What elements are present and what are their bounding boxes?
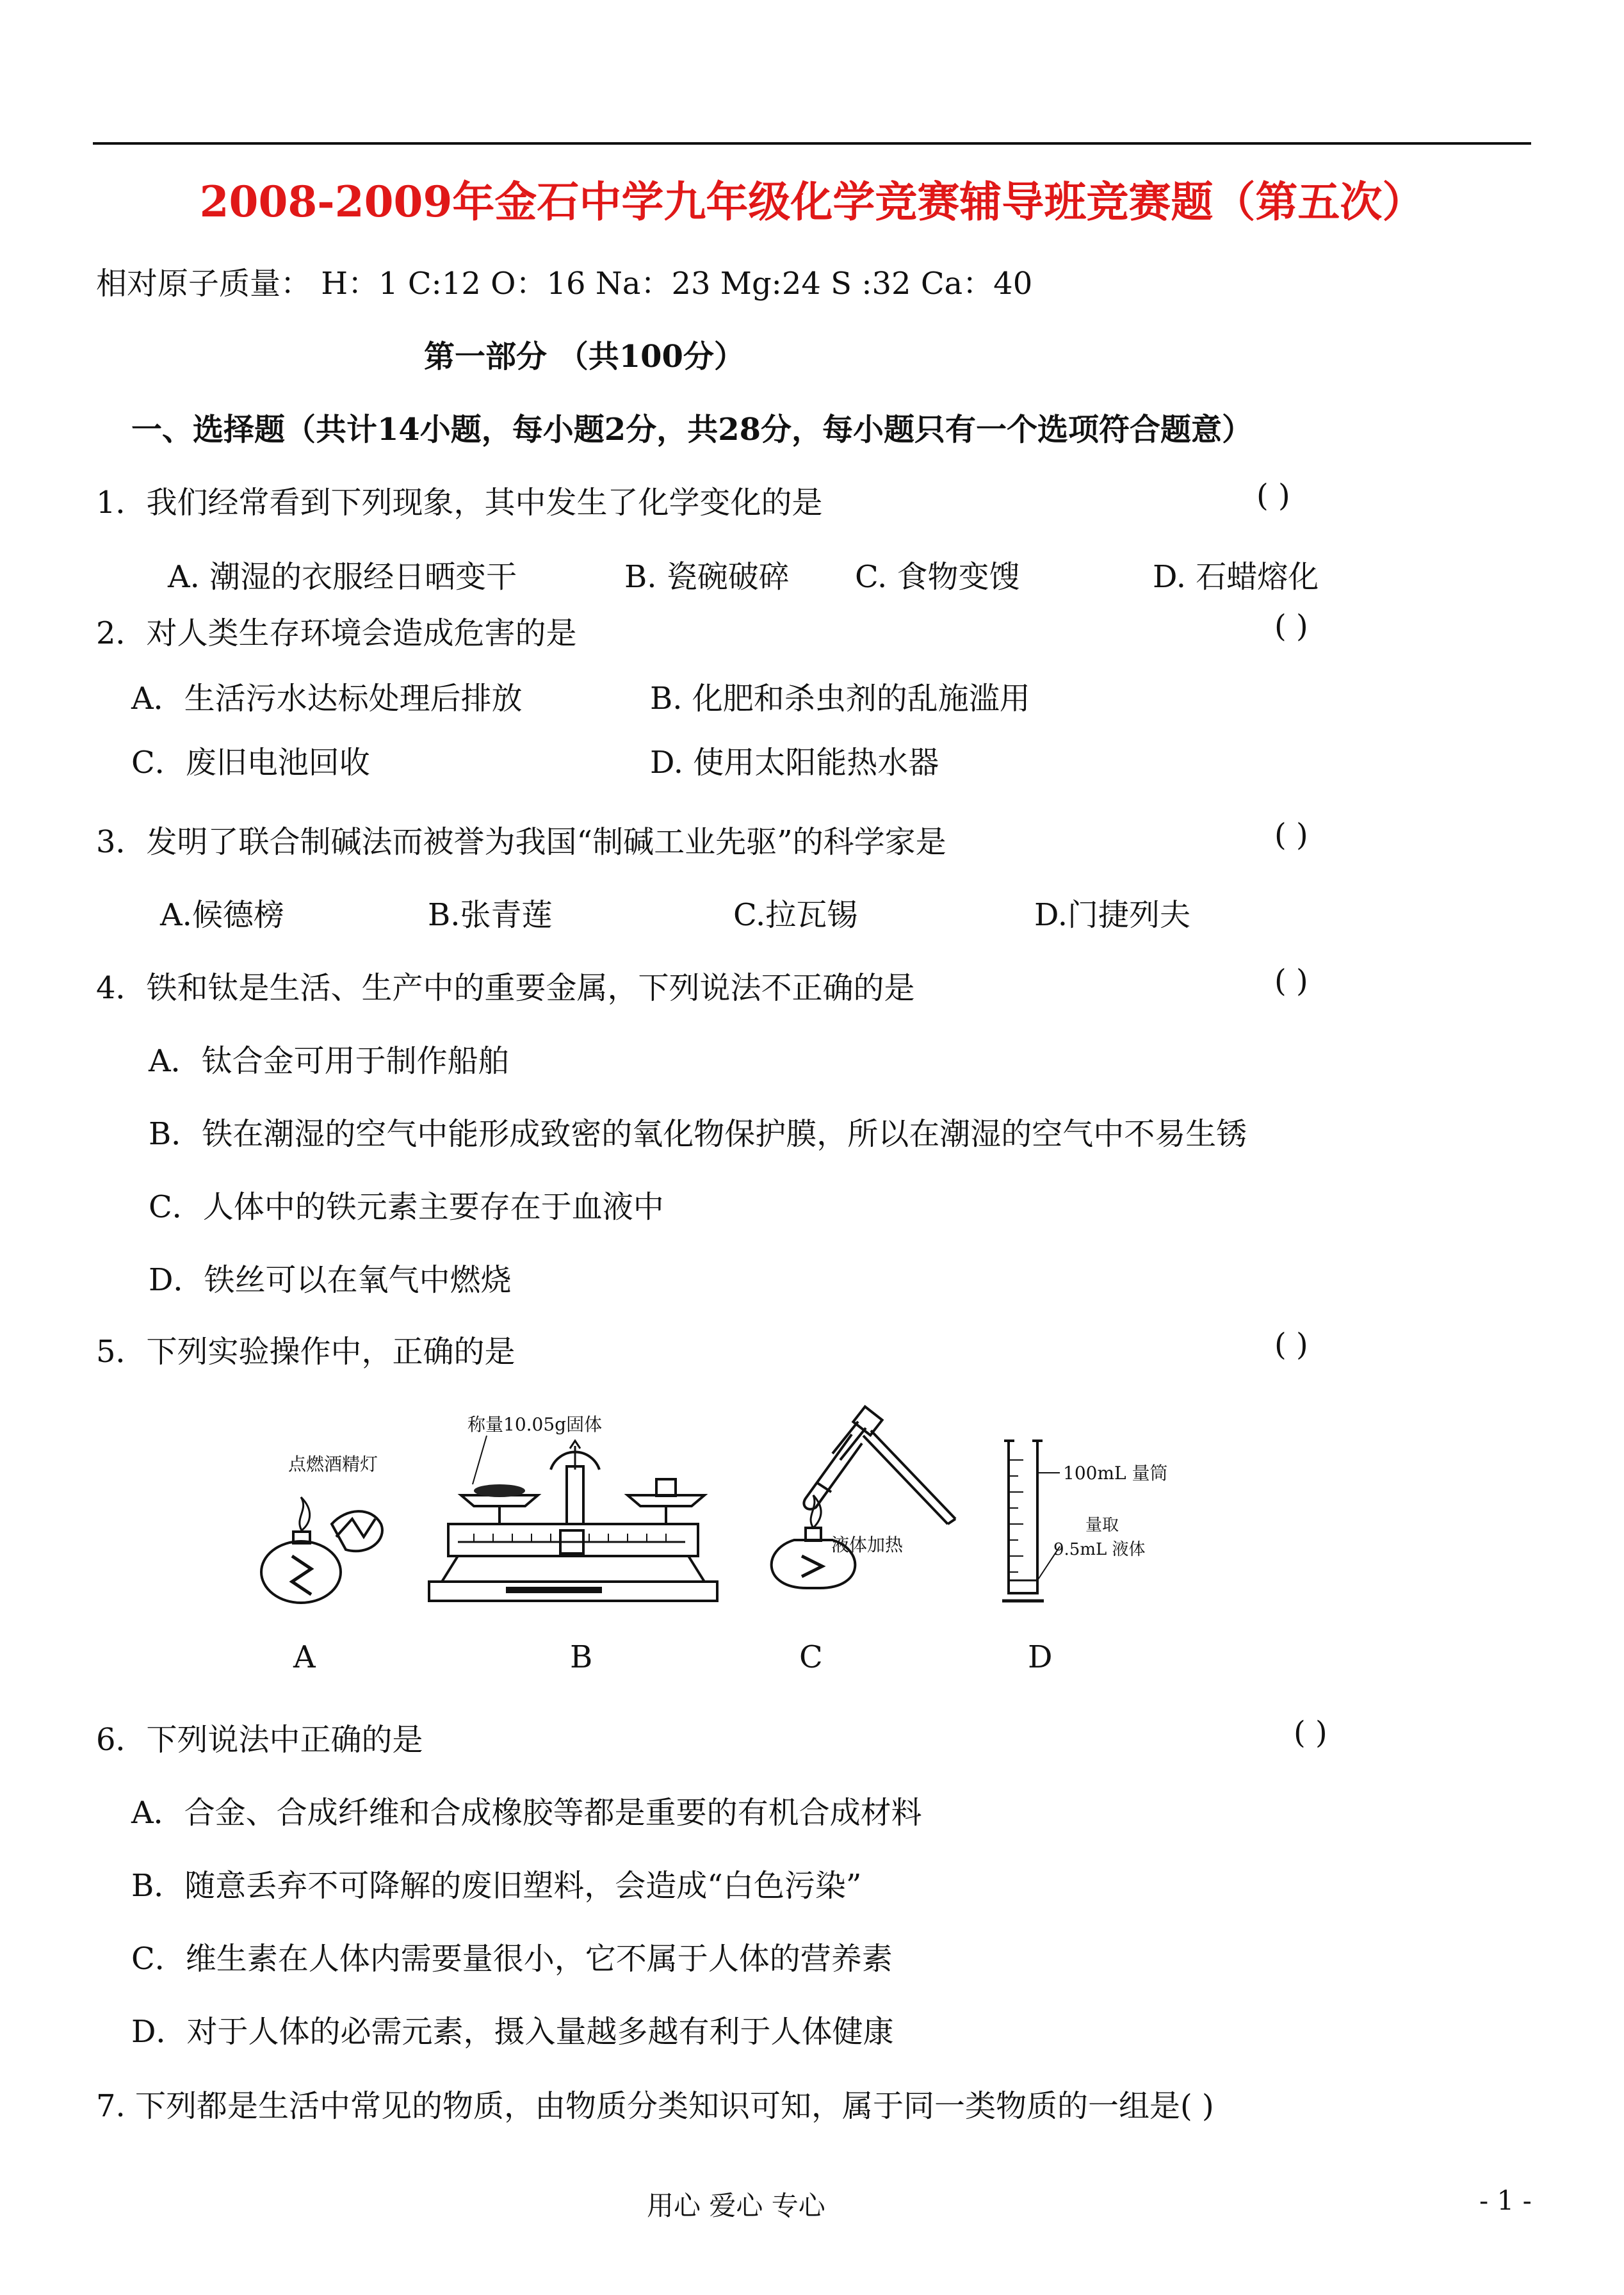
figure-d-caption-cylinder: 100mL 量筒 — [1063, 1463, 1168, 1484]
part-heading: 第一部分 （共100分） — [424, 339, 745, 375]
figure-d-graduated-cylinder-diagram — [999, 1434, 1191, 1614]
q2-option-d: D. 使用太阳能热水器 — [650, 745, 939, 781]
q1-option-a: A. 潮湿的衣服经日晒变干 — [168, 559, 517, 595]
q4-option-c: C．人体中的铁元素主要存在于血液中 — [149, 1189, 664, 1225]
figure-a-alcohol-lamp-diagram — [250, 1447, 397, 1614]
q4-stem: 4．铁和钛是生活、生产中的重要金属，下列说法不正确的是 — [96, 970, 915, 1006]
q2-stem: 2．对人类生存环境会造成危害的是 — [96, 615, 577, 651]
q7-stem: 7. 下列都是生活中常见的物质，由物质分类知识可知，属于同一类物质的一组是( ) — [96, 2088, 1214, 2124]
figure-c-heating-liquid-diagram — [756, 1402, 973, 1614]
q6-option-c: C．维生素在人体内需要量很小，它不属于人体的营养素 — [131, 1941, 893, 1977]
figure-a-caption: 点燃酒精灯 — [288, 1454, 378, 1475]
figure-c-caption: 液体加热 — [831, 1534, 904, 1555]
section-heading: 一、选择题（共计14小题，每小题2分，共28分，每小题只有一个选项符合题意） — [131, 412, 1253, 448]
figure-d-caption-volume: 9.5mL 液体 — [1053, 1540, 1146, 1559]
q1-option-b: B. 瓷碗破碎 — [624, 559, 790, 595]
q3-option-b: B.张青莲 — [428, 897, 553, 933]
q5-stem: 5．下列实验操作中，正确的是 — [96, 1334, 516, 1370]
q3-stem: 3．发明了联合制碱法而被誉为我国“制碱工业先驱”的科学家是 — [96, 824, 946, 860]
footer-motto: 用心 爱心 专心 — [647, 2190, 825, 2221]
q5-figure-label-d: D — [1028, 1639, 1053, 1675]
q4-answer-blank: ( ) — [1274, 963, 1308, 999]
atomic-mass-line: 相对原子质量： H：1 C:12 O：16 Na：23 Mg:24 S :32 Ca：40 — [96, 266, 1033, 302]
q3-option-a: A.候德榜 — [160, 897, 284, 933]
q1-answer-blank: ( ) — [1256, 478, 1290, 514]
q2-option-b: B. 化肥和杀虫剂的乱施滥用 — [650, 681, 1030, 717]
q5-figure-label-a: A — [293, 1639, 316, 1675]
header-rule — [93, 142, 1531, 145]
figure-d-caption-measure: 量取 — [1085, 1516, 1119, 1535]
q5-figure-label-b: B — [570, 1639, 593, 1675]
q5-answer-blank: ( ) — [1274, 1327, 1308, 1363]
page-title: 2008-2009年金石中学九年级化学竞赛辅导班竞赛题（第五次） — [199, 177, 1425, 227]
q4-option-d: D．铁丝可以在氧气中燃烧 — [149, 1262, 512, 1298]
q2-option-a: A．生活污水达标处理后排放 — [131, 681, 523, 717]
q3-answer-blank: ( ) — [1274, 817, 1308, 853]
q2-option-c: C．废旧电池回收 — [131, 745, 370, 781]
q1-option-c: C. 食物变馊 — [855, 559, 1020, 595]
figure-b-caption: 称量10.05g固体 — [467, 1414, 603, 1435]
q3-option-d: D.门捷列夫 — [1034, 897, 1191, 933]
page-number: - 1 - — [1479, 2185, 1532, 2216]
q6-option-d: D．对于人体的必需元素，摄入量越多越有利于人体健康 — [131, 2014, 894, 2050]
q6-stem: 6．下列说法中正确的是 — [96, 1722, 423, 1758]
q6-option-a: A．合金、合成纤维和合成橡胶等都是重要的有机合成材料 — [131, 1795, 922, 1831]
q3-option-c: C.拉瓦锡 — [733, 897, 858, 933]
q5-figure-label-c: C — [799, 1639, 823, 1675]
q6-option-b: B．随意丢弃不可降解的废旧塑料，会造成“白色污染” — [131, 1868, 862, 1904]
figure-b-balance-diagram — [423, 1409, 724, 1607]
q6-answer-blank: ( ) — [1294, 1715, 1328, 1751]
q4-option-a: A．钛合金可用于制作船舶 — [149, 1043, 509, 1079]
q4-option-b: B．铁在潮湿的空气中能形成致密的氧化物保护膜，所以在潮湿的空气中不易生锈 — [149, 1116, 1247, 1152]
q1-stem: 1．我们经常看到下列现象，其中发生了化学变化的是 — [96, 485, 823, 521]
q1-option-d: D. 石蜡熔化 — [1153, 559, 1319, 595]
q2-answer-blank: ( ) — [1274, 608, 1308, 644]
